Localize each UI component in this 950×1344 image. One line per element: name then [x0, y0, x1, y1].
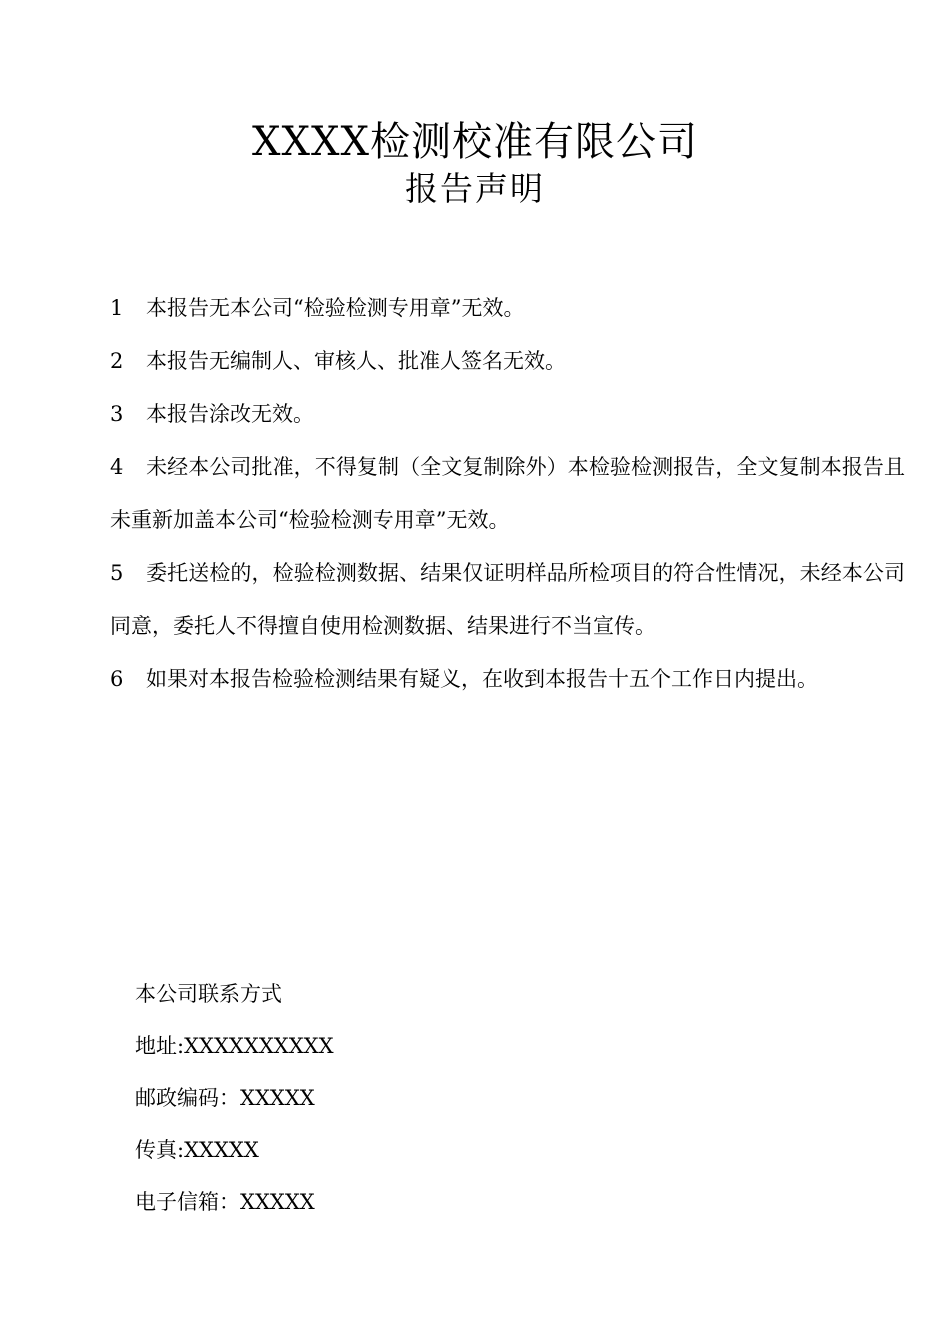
company-title: XXXX检测校准有限公司: [252, 119, 698, 165]
clause-text: 本报告无编制人、审核人、批准人签名无效。: [146, 349, 566, 373]
clause-number: 6: [110, 667, 124, 691]
clause-6: [110, 653, 905, 706]
clause-text: 委托送检的，检验检测数据、结果仅证明样品所检项目的符合性情况，未经本公司同意，委托人不得擅自使用检测数据、结果进行不当宣传。: [110, 561, 905, 638]
clause-number: 5: [110, 561, 124, 585]
contact-email: 电子信箱：XXXXX: [135, 1190, 315, 1214]
clause-number: 3: [110, 402, 124, 426]
contact-info: [135, 968, 635, 1228]
declaration-clauses: [110, 282, 905, 706]
contact-heading: 本公司联系方式: [135, 982, 282, 1006]
page-subtitle: 报告声明: [405, 169, 545, 208]
clause-number: 2: [110, 349, 124, 373]
clause-4: [110, 441, 905, 547]
clause-text: 本报告涂改无效。: [146, 402, 314, 426]
contact-postcode: 邮政编码：XXXXX: [135, 1086, 315, 1110]
clause-5: [110, 547, 905, 653]
clause-3: [110, 388, 905, 441]
clause-text: 未经本公司批准，不得复制（全文复制除外）本检验检测报告，全文复制本报告且未重新加盖本公司“检验检测专用章”无效。: [110, 455, 905, 532]
clause-number: 4: [110, 455, 124, 479]
clause-text: 如果对本报告检验检测结果有疑义，在收到本报告十五个工作日内提出。: [146, 667, 818, 691]
clause-number: 1: [110, 296, 124, 320]
clause-2: [110, 335, 905, 388]
contact-address: 地址:XXXXXXXXXX: [135, 1034, 334, 1058]
clause-text: 本报告无本公司“检验检测专用章”无效。: [146, 296, 525, 320]
contact-fax: 传真:XXXXX: [135, 1138, 259, 1162]
clause-1: [110, 282, 905, 335]
